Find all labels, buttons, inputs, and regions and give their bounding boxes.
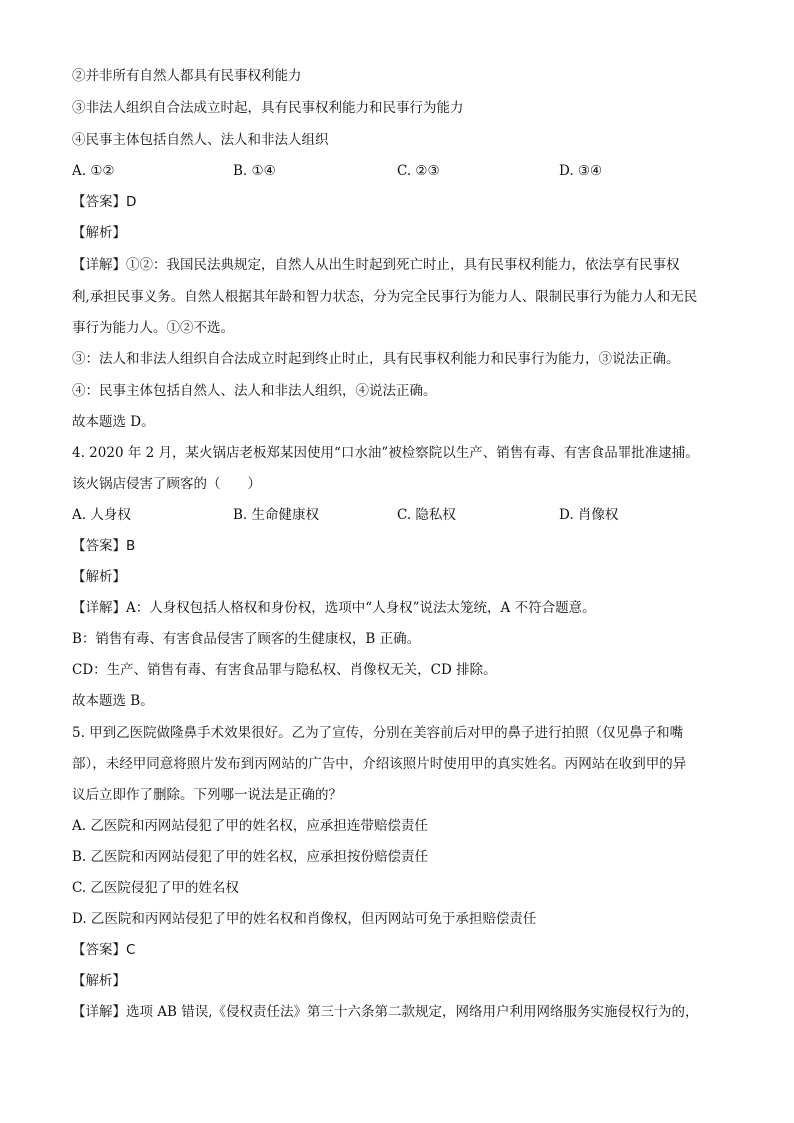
q5-stem-line: 5. 甲到乙医院做隆鼻手术效果很好。乙为了宣传，分别在美容前后对甲的鼻子进行拍照（仅见鼻子和嘴 xyxy=(72,725,684,741)
q4-option-c: C. 隐私权 xyxy=(397,507,456,523)
q4-detail-line: 【详解】A：人身权包括人格权和身份权，选项中“人身权”说法太笼统，A 不符合题意。 xyxy=(72,600,596,616)
q3-option-a: A. ①② xyxy=(72,163,115,179)
q3-option-d: D. ③④ xyxy=(559,163,603,179)
statement-3: ③非法人组织自合法成立时起，具有民事权利能力和民事行为能力 xyxy=(72,100,464,116)
q5-option-a: A. 乙医院和丙网站侵犯了甲的姓名权，应承担连带赔偿责任 xyxy=(72,818,428,834)
q4-stem-line: 该火锅店侵害了顾客的（ ） xyxy=(72,476,261,492)
q5-option-c: C. 乙医院侵犯了甲的姓名权 xyxy=(72,880,239,896)
q3-option-c: C. ②③ xyxy=(397,163,440,179)
q4-option-b: B. 生命健康权 xyxy=(233,507,320,523)
q4-option-a: A. 人身权 xyxy=(72,507,131,523)
q3-detail-line: ④：民事主体包括自然人、法人和非法人组织，④说法正确。 xyxy=(72,383,437,399)
q4-analysis-heading: 【解析】 xyxy=(72,569,126,585)
q3-detail-line: ③：法人和非法人组织自合法成立时起到终止时止，具有民事权利能力和民事行为能力，③说法正确。 xyxy=(72,351,680,367)
q4-stem-line: 4. 2020 年 2 月，某火锅店老板郑某因使用“口水油”被检察院以生产、销售有毒、有害食品罪批准逮捕。 xyxy=(72,445,699,461)
q4-detail-line: CD：生产、销售有毒、有害食品罪与隐私权、肖像权无关，CD 排除。 xyxy=(72,662,497,678)
q4-options xyxy=(72,506,732,524)
q3-option-b: B. ①④ xyxy=(233,163,276,179)
q5-detail-line: 【详解】选项 AB 错误,《侵权责任法》第三十六条第二款规定，网络用户利用网络服务实施侵权行为的， xyxy=(72,1004,699,1020)
q3-answer: 【答案】D xyxy=(72,194,137,210)
q5-stem-line: 部），未经甲同意将照片发布到丙网站的广告中，介绍该照片时使用甲的真实姓名。丙网站在收到甲的异 xyxy=(72,756,687,772)
q3-options xyxy=(72,162,732,180)
q5-analysis-heading: 【解析】 xyxy=(72,973,126,989)
q3-conclusion: 故本题选 D。 xyxy=(72,414,155,430)
q4-answer: 【答案】B xyxy=(72,538,136,554)
statement-2: ②并非所有自然人都具有民事权利能力 xyxy=(72,68,302,84)
q5-option-d: D. 乙医院和丙网站侵犯了甲的姓名权和肖像权，但丙网站可免于承担赔偿责任 xyxy=(72,911,537,927)
q5-answer: 【答案】C xyxy=(72,942,136,958)
q4-conclusion: 故本题选 B。 xyxy=(72,693,154,709)
q3-analysis-heading: 【解析】 xyxy=(72,225,126,241)
q5-stem-line: 议后立即作了删除。下列哪一说法是正确的？ xyxy=(72,787,342,803)
q3-detail-line: 【详解】①②：我国民法典规定，自然人从出生时起到死亡时止，具有民事权利能力，依法享有民事权 xyxy=(72,257,680,273)
q3-detail-line: 利,承担民事义务。自然人根据其年龄和智力状态，分为完全民事行为能力人、限制民事行为能力人和无民 xyxy=(72,289,698,305)
statement-4: ④民事主体包括自然人、法人和非法人组织 xyxy=(72,132,329,148)
q3-detail-line: 事行为能力人。①②不选。 xyxy=(72,320,234,336)
q4-option-d: D. 肖像权 xyxy=(559,507,619,523)
q5-option-b: B. 乙医院和丙网站侵犯了甲的姓名权，应承担按份赔偿责任 xyxy=(72,849,429,865)
q4-detail-line: B：销售有毒、有害食品侵害了顾客的生健康权，B 正确。 xyxy=(72,631,421,647)
